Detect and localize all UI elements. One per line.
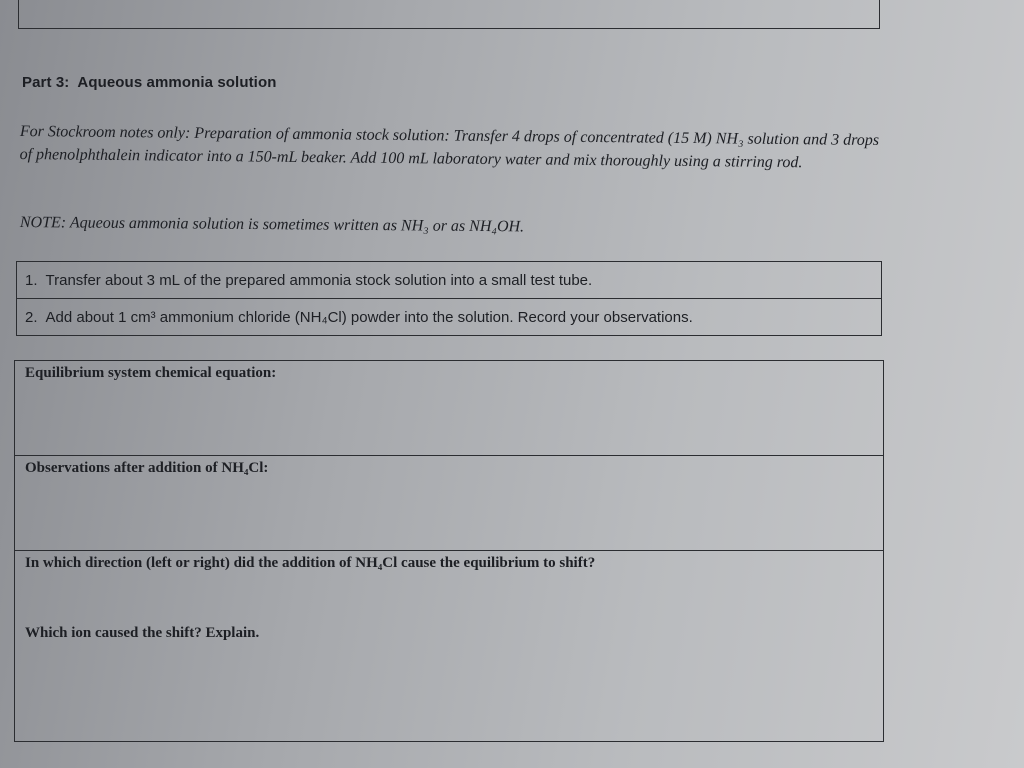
observations-answer-cell[interactable] [15, 456, 883, 551]
step-row-1 [17, 262, 881, 299]
step-number: 2. [25, 308, 38, 326]
part-title: Aqueous ammonia solution [77, 74, 277, 91]
step-number: 1. [25, 271, 38, 289]
equation-answer-cell[interactable] [15, 361, 883, 456]
stockroom-note: For Stockroom notes only: Preparation of ammonia stock solution: Transfer 4 drops of concentrated (15 M) NH₃ solution and 3 drops of phenolphthalein indicator into a 150-mL beaker. Add 100 mL laboratory water and mix thoroughly using a stirring rod. [19, 122, 880, 172]
step-row-2 [17, 299, 881, 335]
direction-prompt: In which direction (left or right) did the addition of NH₄Cl cause the equilibrium to shift? [25, 555, 596, 571]
observations-prompt: Observations after addition of NH₄Cl: [25, 460, 269, 476]
shift-answer-cell[interactable] [15, 551, 883, 739]
answer-table [14, 360, 884, 742]
step-text: Add about 1 cm³ ammonium chloride (NH₄Cl) powder into the solution. Record your observations. [45, 308, 693, 326]
part-label: Part 3: [22, 74, 70, 91]
procedure-steps-table [16, 261, 882, 336]
note-text: NOTE: Aqueous ammonia solution is sometimes written as NH₃ or as NH₄OH. [19, 214, 525, 236]
equation-prompt: Equilibrium system chemical equation: [25, 365, 277, 381]
ion-prompt: Which ion caused the shift? Explain. [25, 625, 260, 641]
previous-answer-box [18, 0, 880, 29]
section-heading [22, 74, 276, 91]
step-text: Transfer about 3 mL of the prepared ammonia stock solution into a small test tube. [45, 271, 593, 289]
